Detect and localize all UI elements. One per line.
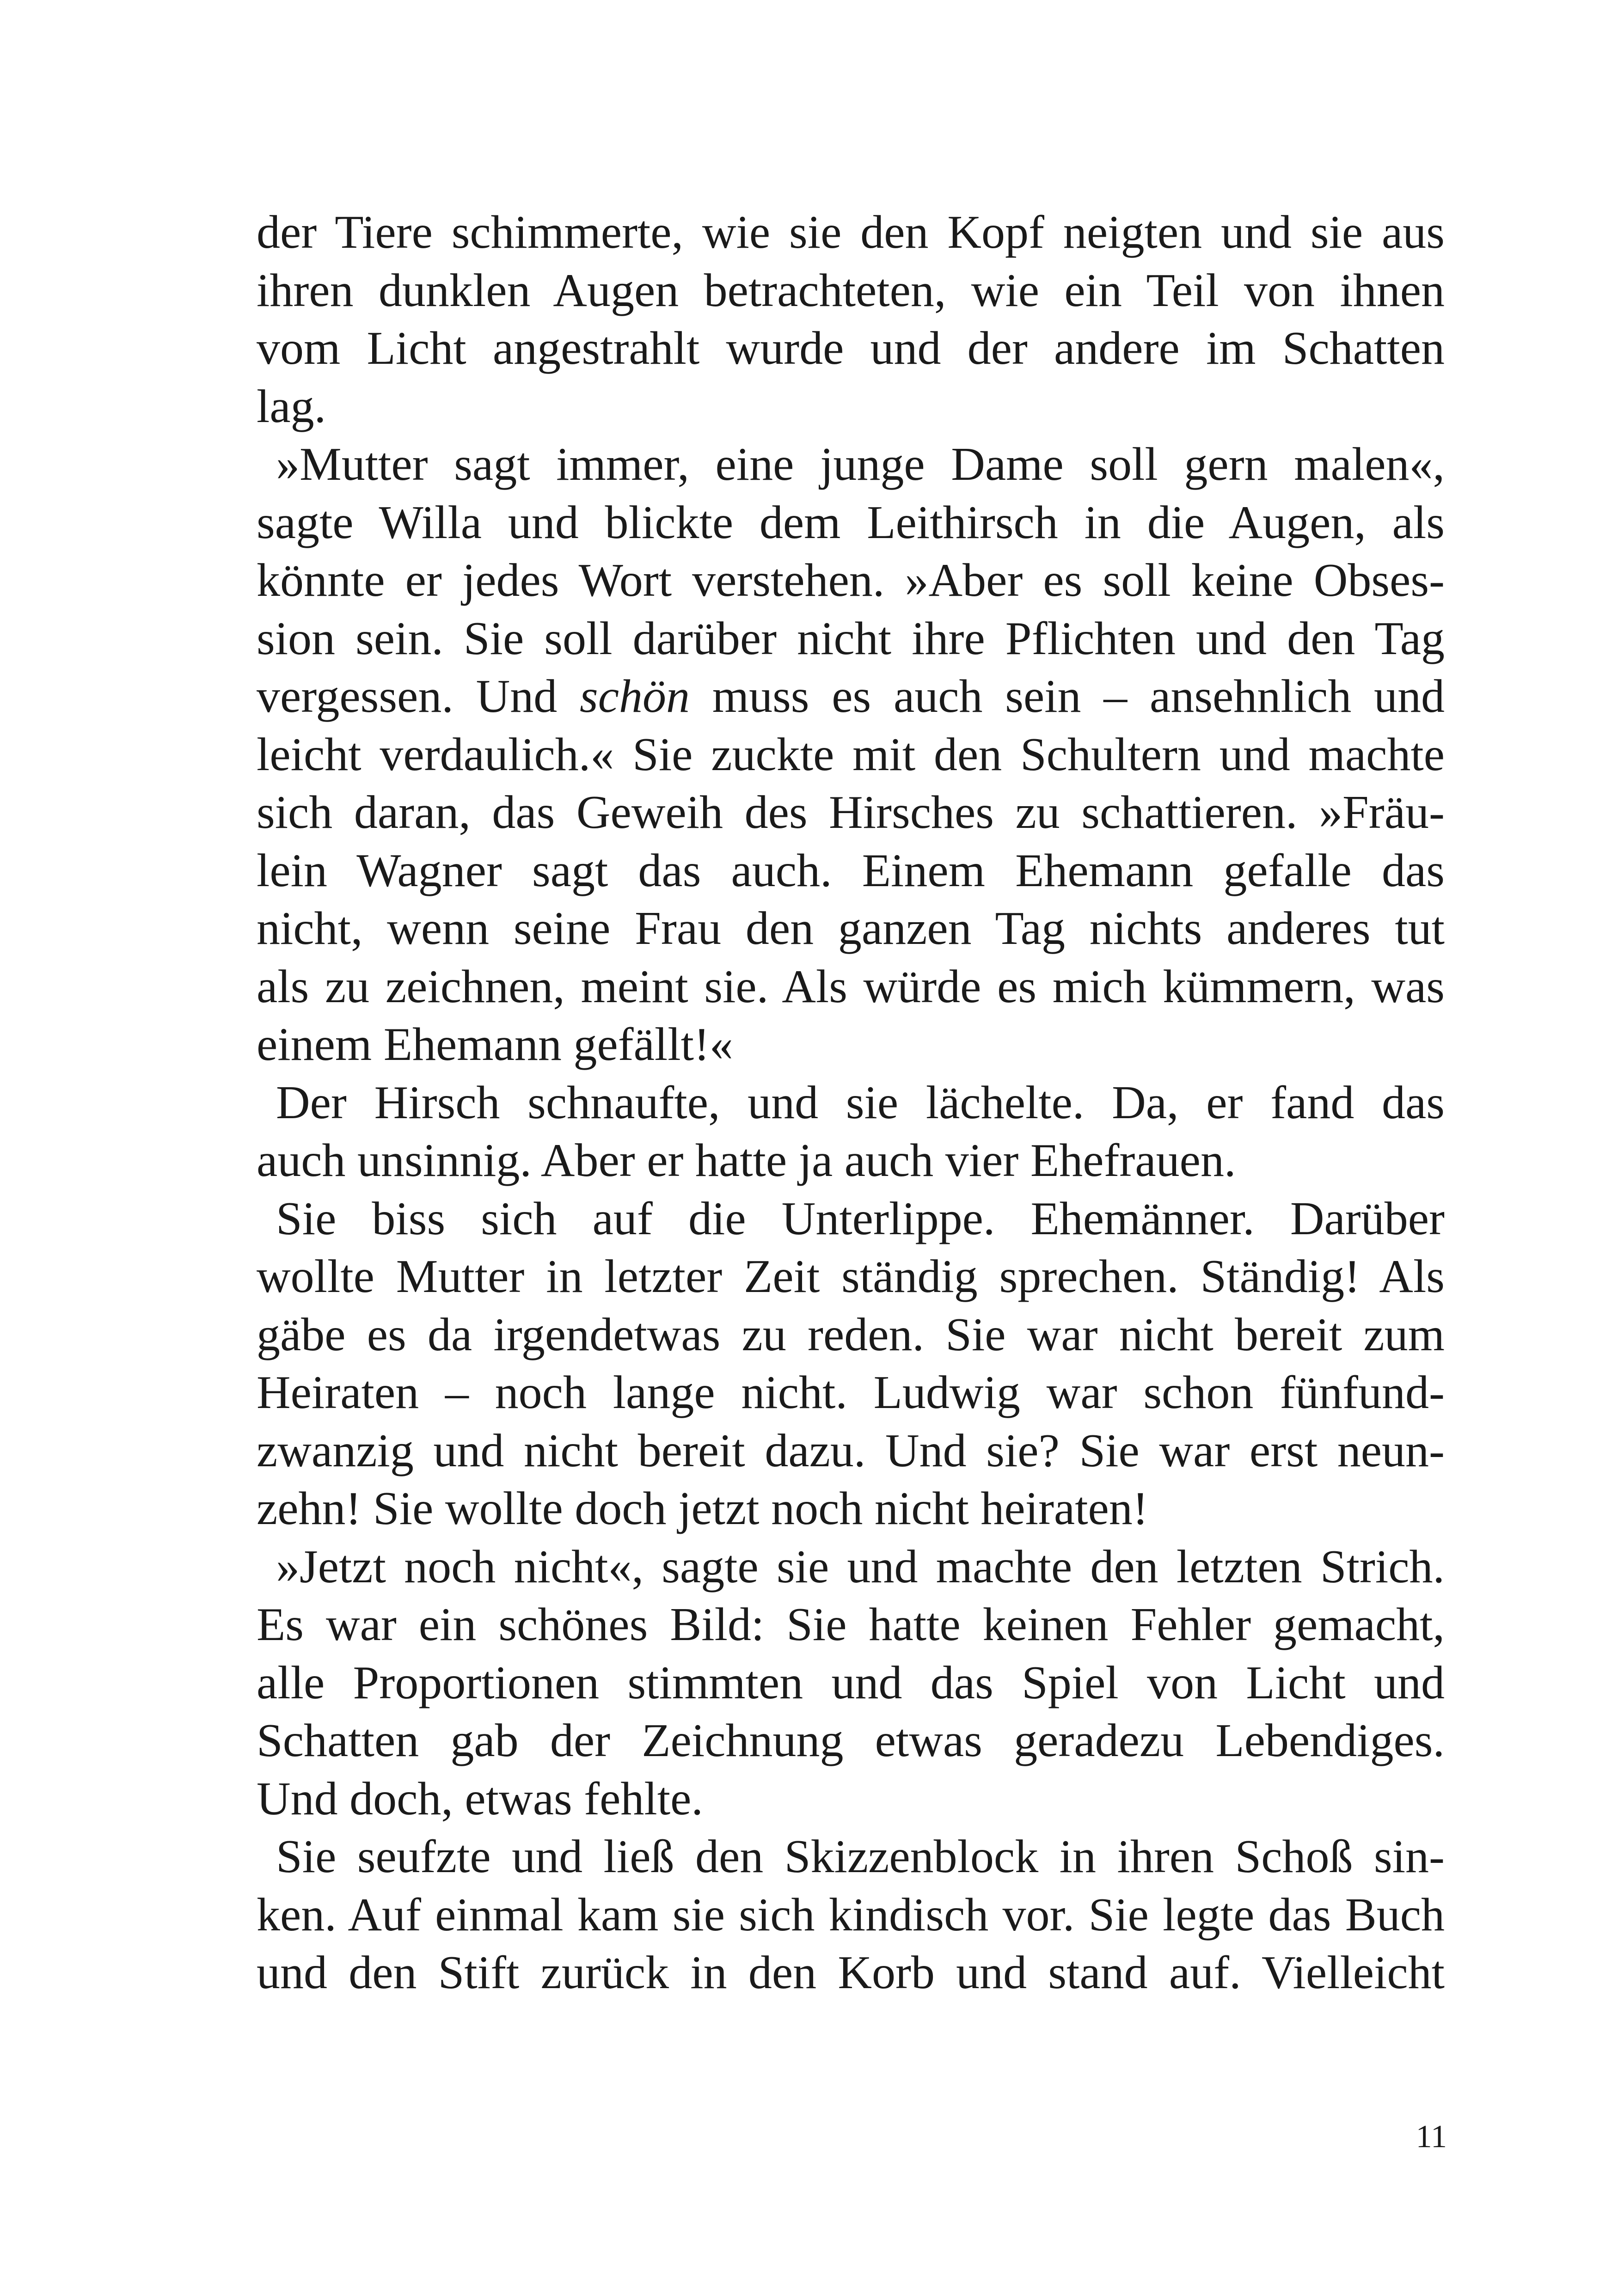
text-line: und den Stift zurück in den Korb und stand auf. Vielleicht	[257, 1947, 1445, 1999]
text-line: auch unsinnig. Aber er hatte ja auch vier Ehefrauen.	[257, 1134, 1236, 1187]
text-line: nicht, wenn seine Frau den ganzen Tag nichts anderes tut	[257, 902, 1445, 955]
text-line: zehn! Sie wollte doch jetzt noch nicht heiraten!	[257, 1482, 1148, 1535]
text-line	[257, 667, 1445, 726]
text-line: der Tiere schimmerte, wie sie den Kopf neigten und sie aus	[257, 206, 1445, 258]
text-line: Und doch, etwas fehlte.	[257, 1772, 703, 1825]
text-line: ihren dunklen Augen betrachteten, wie ein Teil von ihnen	[257, 264, 1445, 317]
text-line: vom Licht angestrahlt wurde und der andere im Schatten	[257, 322, 1445, 374]
text-line: sion sein. Sie soll darüber nicht ihre Pflichten und den Tag	[257, 612, 1445, 665]
text-line: ken. Auf einmal kam sie sich kindisch vor. Sie legte das Buch	[257, 1888, 1445, 1941]
text-line: lag.	[257, 380, 326, 433]
text-line: Der Hirsch schnaufte, und sie lächelte. Da, er fand das	[276, 1076, 1445, 1129]
text-line: Es war ein schönes Bild: Sie hatte keinen Fehler gemacht,	[257, 1598, 1445, 1651]
text-line: gäbe es da irgendetwas zu reden. Sie war nicht bereit zum	[257, 1308, 1445, 1361]
text-line: alle Proportionen stimmten und das Spiel von Licht und	[257, 1656, 1445, 1709]
text-line: »Jetzt noch nicht«, sagte sie und machte den letzten Strich.	[276, 1540, 1445, 1593]
text-segment: muss es auch sein – ansehnlich und	[689, 670, 1445, 722]
body-text	[257, 203, 1445, 2002]
text-line: Schatten gab der Zeichnung etwas geradezu Lebendiges.	[257, 1714, 1445, 1767]
text-line: lein Wagner sagt das auch. Einem Ehemann gefalle das	[257, 844, 1445, 897]
text-line: »Mutter sagt immer, eine junge Dame soll gern malen«,	[276, 438, 1445, 490]
text-line: könnte er jedes Wort verstehen. »Aber es soll keine Obses-	[257, 554, 1445, 606]
text-segment: vergessen. Und	[257, 670, 580, 722]
text-line: einem Ehemann gefällt!«	[257, 1018, 733, 1071]
text-line: Sie biss sich auf die Unterlippe. Ehemänner. Darüber	[276, 1192, 1445, 1245]
emphasized-word: schön	[580, 670, 690, 722]
text-line: als zu zeichnen, meint sie. Als würde es mich kümmern, was	[257, 960, 1445, 1013]
text-line: leicht verdaulich.« Sie zuckte mit den Schultern und machte	[257, 728, 1445, 781]
page-number: 11	[1416, 2119, 1447, 2155]
text-line: Heiraten – noch lange nicht. Ludwig war schon fünfund-	[257, 1366, 1445, 1419]
text-line: sich daran, das Geweih des Hirsches zu schattieren. »Fräu-	[257, 786, 1445, 839]
text-line: wollte Mutter in letzter Zeit ständig sprechen. Ständig! Als	[257, 1250, 1445, 1303]
text-line: sagte Willa und blickte dem Leithirsch in die Augen, als	[257, 496, 1445, 549]
text-line: zwanzig und nicht bereit dazu. Und sie? Sie war erst neun-	[257, 1424, 1445, 1477]
text-line: Sie seufzte und ließ den Skizzenblock in ihren Schoß sin-	[276, 1831, 1445, 1883]
